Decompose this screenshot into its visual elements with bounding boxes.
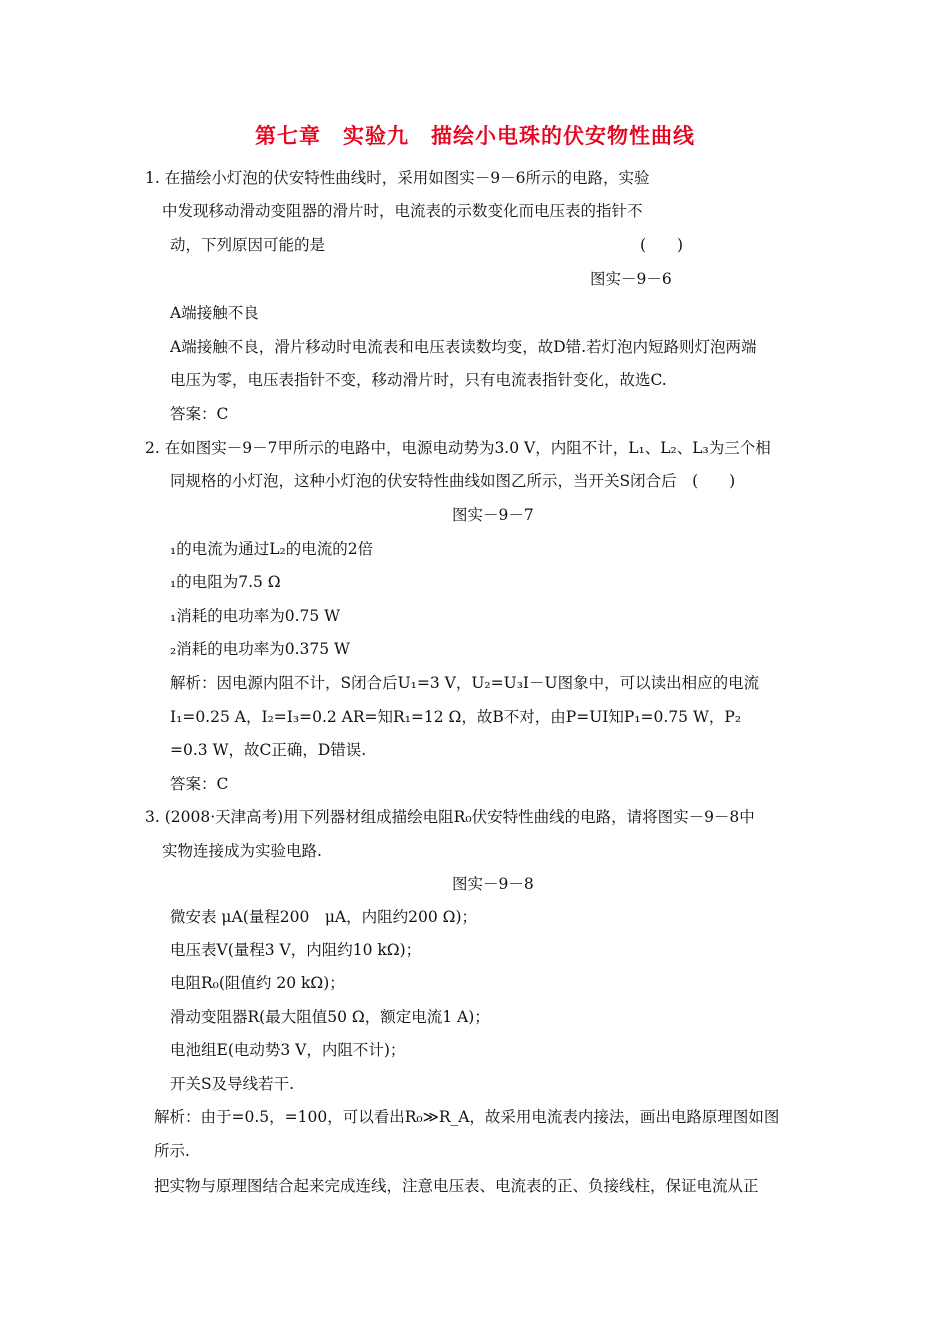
q3-explanation-line1: 解析：由于=0.5，=100，可以看出R₀≫R_A，故采用电流表内接法，画出电路原理图如图 xyxy=(154,1108,780,1126)
q2-option-b: ₁的电阻为7.5 Ω xyxy=(170,573,281,591)
q2-explanation-line2: I₁=0.25 A，I₂=I₃=0.2 AR=知R₁=12 Ω，故B不对，由P=UI知P₁=0.75 W，P₂ xyxy=(170,708,742,726)
q3-explanation-line2: 所示. xyxy=(154,1142,190,1160)
q1-explanation-line1: A端接触不良，滑片移动时电流表和电压表读数均变，故D错.若灯泡内短路则灯泡两端 xyxy=(170,338,757,356)
q2-option-a: ₁的电流为通过L₂的电流的2倍 xyxy=(170,540,374,558)
q3-figure-caption: 图实－9－8 xyxy=(452,875,534,893)
q1-answer: 答案：C xyxy=(170,405,229,423)
q2-line1: 2. 在如图实－9－7甲所示的电路中，电源电动势为3.0 V，内阻不计，L₁、L₂、L₃为三个相 xyxy=(145,439,771,457)
q1-line3: 动，下列原因可能的是 xyxy=(170,236,326,254)
q1-line1: 1. 在描绘小灯泡的伏安特性曲线时，采用如图实－9－6所示的电路，实验 xyxy=(145,169,650,187)
q3-explanation-line3: 把实物与原理图结合起来完成连线，注意电压表、电流表的正、负接线柱，保证电流从正 xyxy=(154,1177,759,1195)
page-title: 第七章 实验九 描绘小电珠的伏安物性曲线 xyxy=(255,124,695,148)
q2-option-d: ₂消耗的电功率为0.375 W xyxy=(170,640,350,658)
q2-answer: 答案：C xyxy=(170,775,229,793)
q3-item-resistor: 电阻R₀(阻值约 20 kΩ)； xyxy=(170,974,345,992)
q1-option-a: A端接触不良 xyxy=(170,304,259,322)
q1-line2: 中发现移动滑动变阻器的滑片时，电流表的示数变化而电压表的指针不 xyxy=(162,202,643,220)
q3-item-rheostat: 滑动变阻器R(最大阻值50 Ω，额定电流1 A)； xyxy=(170,1008,490,1026)
q2-explanation-line3: =0.3 W，故C正确，D错误. xyxy=(170,741,367,759)
q3-item-switch: 开关S及导线若干. xyxy=(170,1075,295,1093)
q3-item-voltmeter: 电压表V(量程3 V，内阻约10 kΩ)； xyxy=(170,941,422,959)
q1-explanation-line2: 电压为零，电压表指针不变，移动滑片时，只有电流表指针变化，故选C. xyxy=(170,371,667,389)
q2-figure-caption: 图实－9－7 xyxy=(452,506,534,524)
q1-figure-caption: 图实－9－6 xyxy=(590,270,672,288)
q2-line2: 同规格的小灯泡，这种小灯泡的伏安特性曲线如图乙所示，当开关S闭合后 ( ) xyxy=(170,472,736,490)
q3-item-battery: 电池组E(电动势3 V，内阻不计)； xyxy=(170,1041,406,1059)
q3-line2: 实物连接成为实验电路. xyxy=(162,842,322,860)
q2-explanation-line1: 解析：因电源内阻不计，S闭合后U₁=3 V，U₂=U₃I－U图象中，可以读出相应的电流 xyxy=(170,674,760,692)
q1-answer-bracket: ( ) xyxy=(640,236,684,254)
q3-item-microammeter: 微安表 μA(量程200 μA，内阻约200 Ω)； xyxy=(170,908,478,926)
q2-option-c: ₁消耗的电功率为0.75 W xyxy=(170,607,341,625)
q3-line1: 3. (2008·天津高考)用下列器材组成描绘电阻R₀伏安特性曲线的电路，请将图实－9－8中 xyxy=(145,808,755,826)
